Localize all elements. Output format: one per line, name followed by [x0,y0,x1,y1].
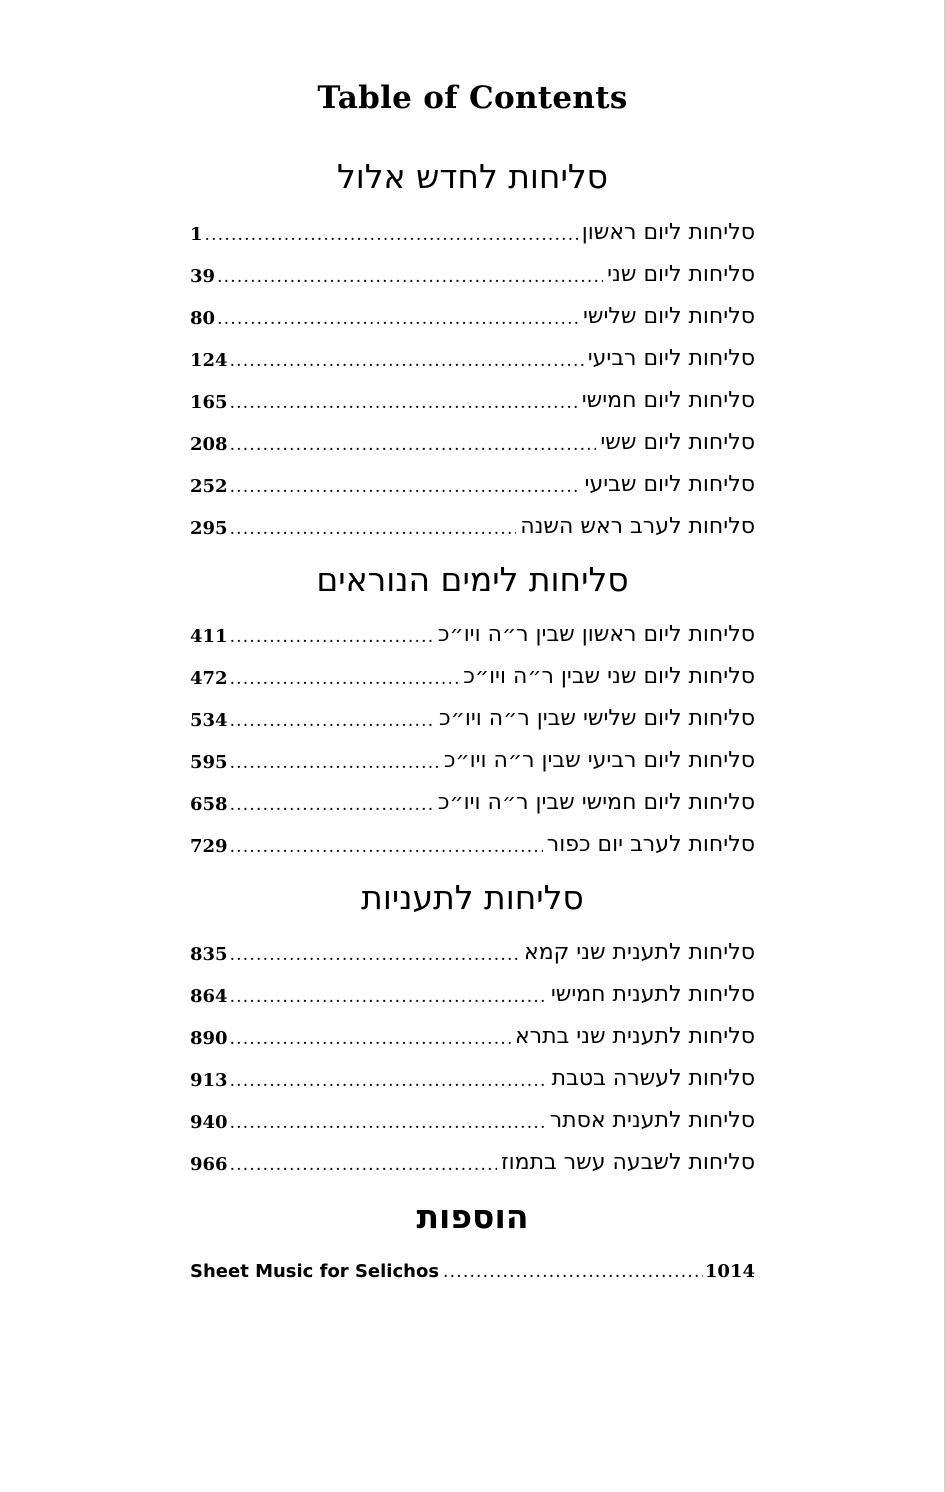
toc-page-number: 80 [190,308,216,329]
leader-dots [230,349,584,373]
toc-page-number: 39 [190,266,216,287]
toc-entry-label: סליחות לתענית שני בתרא [514,1024,755,1049]
leader-dots [217,307,579,331]
toc-page-number: 658 [190,794,228,815]
toc-entry[interactable] [190,331,755,373]
toc-entry-label: סליחות לעשרה בטבת [551,1066,755,1091]
toc-entry-label: סליחות ליום שני שבין ר״ה ויו״כ [463,664,755,689]
toc-page-number: 595 [190,752,228,773]
toc-page-number: 729 [190,836,228,857]
toc-entry-label: סליחות ליום ששי [600,430,755,455]
toc-page-number: 1 [190,224,203,245]
toc-entry[interactable] [190,415,755,457]
leader-dots [230,1111,546,1135]
toc-entry-label: סליחות לתענית חמישי [550,982,755,1007]
toc-entry[interactable] [190,1244,755,1284]
toc-page-number: 252 [190,476,228,497]
leader-dots [230,1027,511,1051]
toc-entry-label: סליחות ליום רביעי שבין ר״ה ויו״כ [443,748,755,773]
toc-page-number: 411 [190,626,228,647]
leader-dots [230,475,581,499]
leader-dots [230,751,440,775]
leader-dots [217,265,603,289]
toc-entry-label: סליחות ליום שלישי שבין ר״ה ויו״כ [439,706,755,731]
toc-entry-label: סליחות ליום שלישי [582,304,755,329]
toc-entry[interactable] [190,205,755,247]
toc-entry[interactable] [190,1009,755,1051]
leader-dots [230,985,547,1009]
toc-page-number: 472 [190,668,228,689]
section-list-additions [190,1244,755,1284]
toc-entry-label: סליחות לערב יום כפור [546,832,755,857]
toc-entry-label: סליחות ליום שני [607,262,755,287]
page-title: Table of Contents [317,80,628,116]
toc-page-number: 913 [190,1070,228,1091]
toc-entry[interactable] [190,733,755,775]
toc-entry[interactable] [190,373,755,415]
toc-page-number: 165 [190,392,228,413]
toc-entry[interactable] [190,925,755,967]
section-list-yamim-noraim [190,607,755,859]
leader-dots [205,223,578,247]
toc-entry-label: סליחות לשבעה עשר בתמוז [501,1150,755,1175]
toc-entry-label: Sheet Music for Selichos [190,1261,440,1282]
leader-dots [230,625,434,649]
leader-dots [230,667,460,691]
toc-entry-label: סליחות ליום ראשון שבין ר״ה ויו״כ [437,622,755,647]
leader-dots [230,1069,548,1093]
toc-page-number: 864 [190,986,228,1007]
toc-page-number: 890 [190,1028,228,1049]
leader-dots [230,709,435,733]
toc-entry-label: סליחות ליום שביעי [584,472,755,497]
section-heading-fast-days: סליחות לתעניות [361,878,584,917]
toc-entry[interactable] [190,1135,755,1177]
toc-entry-label: סליחות לתענית שני קמא [524,940,755,965]
toc-entry[interactable] [190,499,755,541]
toc-entry[interactable] [190,817,755,859]
section-list-elul [190,205,755,541]
toc-entry-label: סליחות ליום ראשון [581,220,755,245]
leader-dots [230,517,517,541]
toc-entry[interactable] [190,457,755,499]
section-heading-additions: הוספות [416,1197,529,1236]
toc-page-number: 966 [190,1154,228,1175]
toc-entry[interactable] [190,607,755,649]
leader-dots [230,391,578,415]
leader-dots [230,835,543,859]
toc-entry[interactable] [190,691,755,733]
toc-entry-label: סליחות ליום רביעי [587,346,755,371]
toc-page-number: 534 [190,710,228,731]
toc-entry[interactable] [190,289,755,331]
toc-entry[interactable] [190,1093,755,1135]
leader-dots [230,943,520,967]
leader-dots [230,433,597,457]
section-list-fast-days [190,925,755,1177]
toc-entry[interactable] [190,247,755,289]
section-heading-elul: סליחות לחדש אלול [336,157,609,196]
toc-page-number: 124 [190,350,228,371]
leader-dots [443,1260,703,1284]
toc-entry[interactable] [190,775,755,817]
toc-entry[interactable] [190,1051,755,1093]
toc-page-number: 295 [190,518,228,539]
toc-entry-label: סליחות לתענית אסתר [549,1108,755,1133]
leader-dots [230,793,434,817]
toc-page-number: 940 [190,1112,228,1133]
section-heading-yamim-noraim: סליחות לימים הנוראים [316,560,629,599]
toc-page-number: 835 [190,944,228,965]
toc-entry[interactable] [190,649,755,691]
toc-entry-label: סליחות ליום חמישי [581,388,755,413]
toc-entry-label: סליחות ליום חמישי שבין ר״ה ויו״כ [437,790,755,815]
toc-page-number: 1014 [704,1261,755,1282]
leader-dots [230,1153,497,1177]
toc-page-number: 208 [190,434,228,455]
toc-entry-label: סליחות לערב ראש השנה [520,514,755,539]
toc-entry[interactable] [190,967,755,1009]
